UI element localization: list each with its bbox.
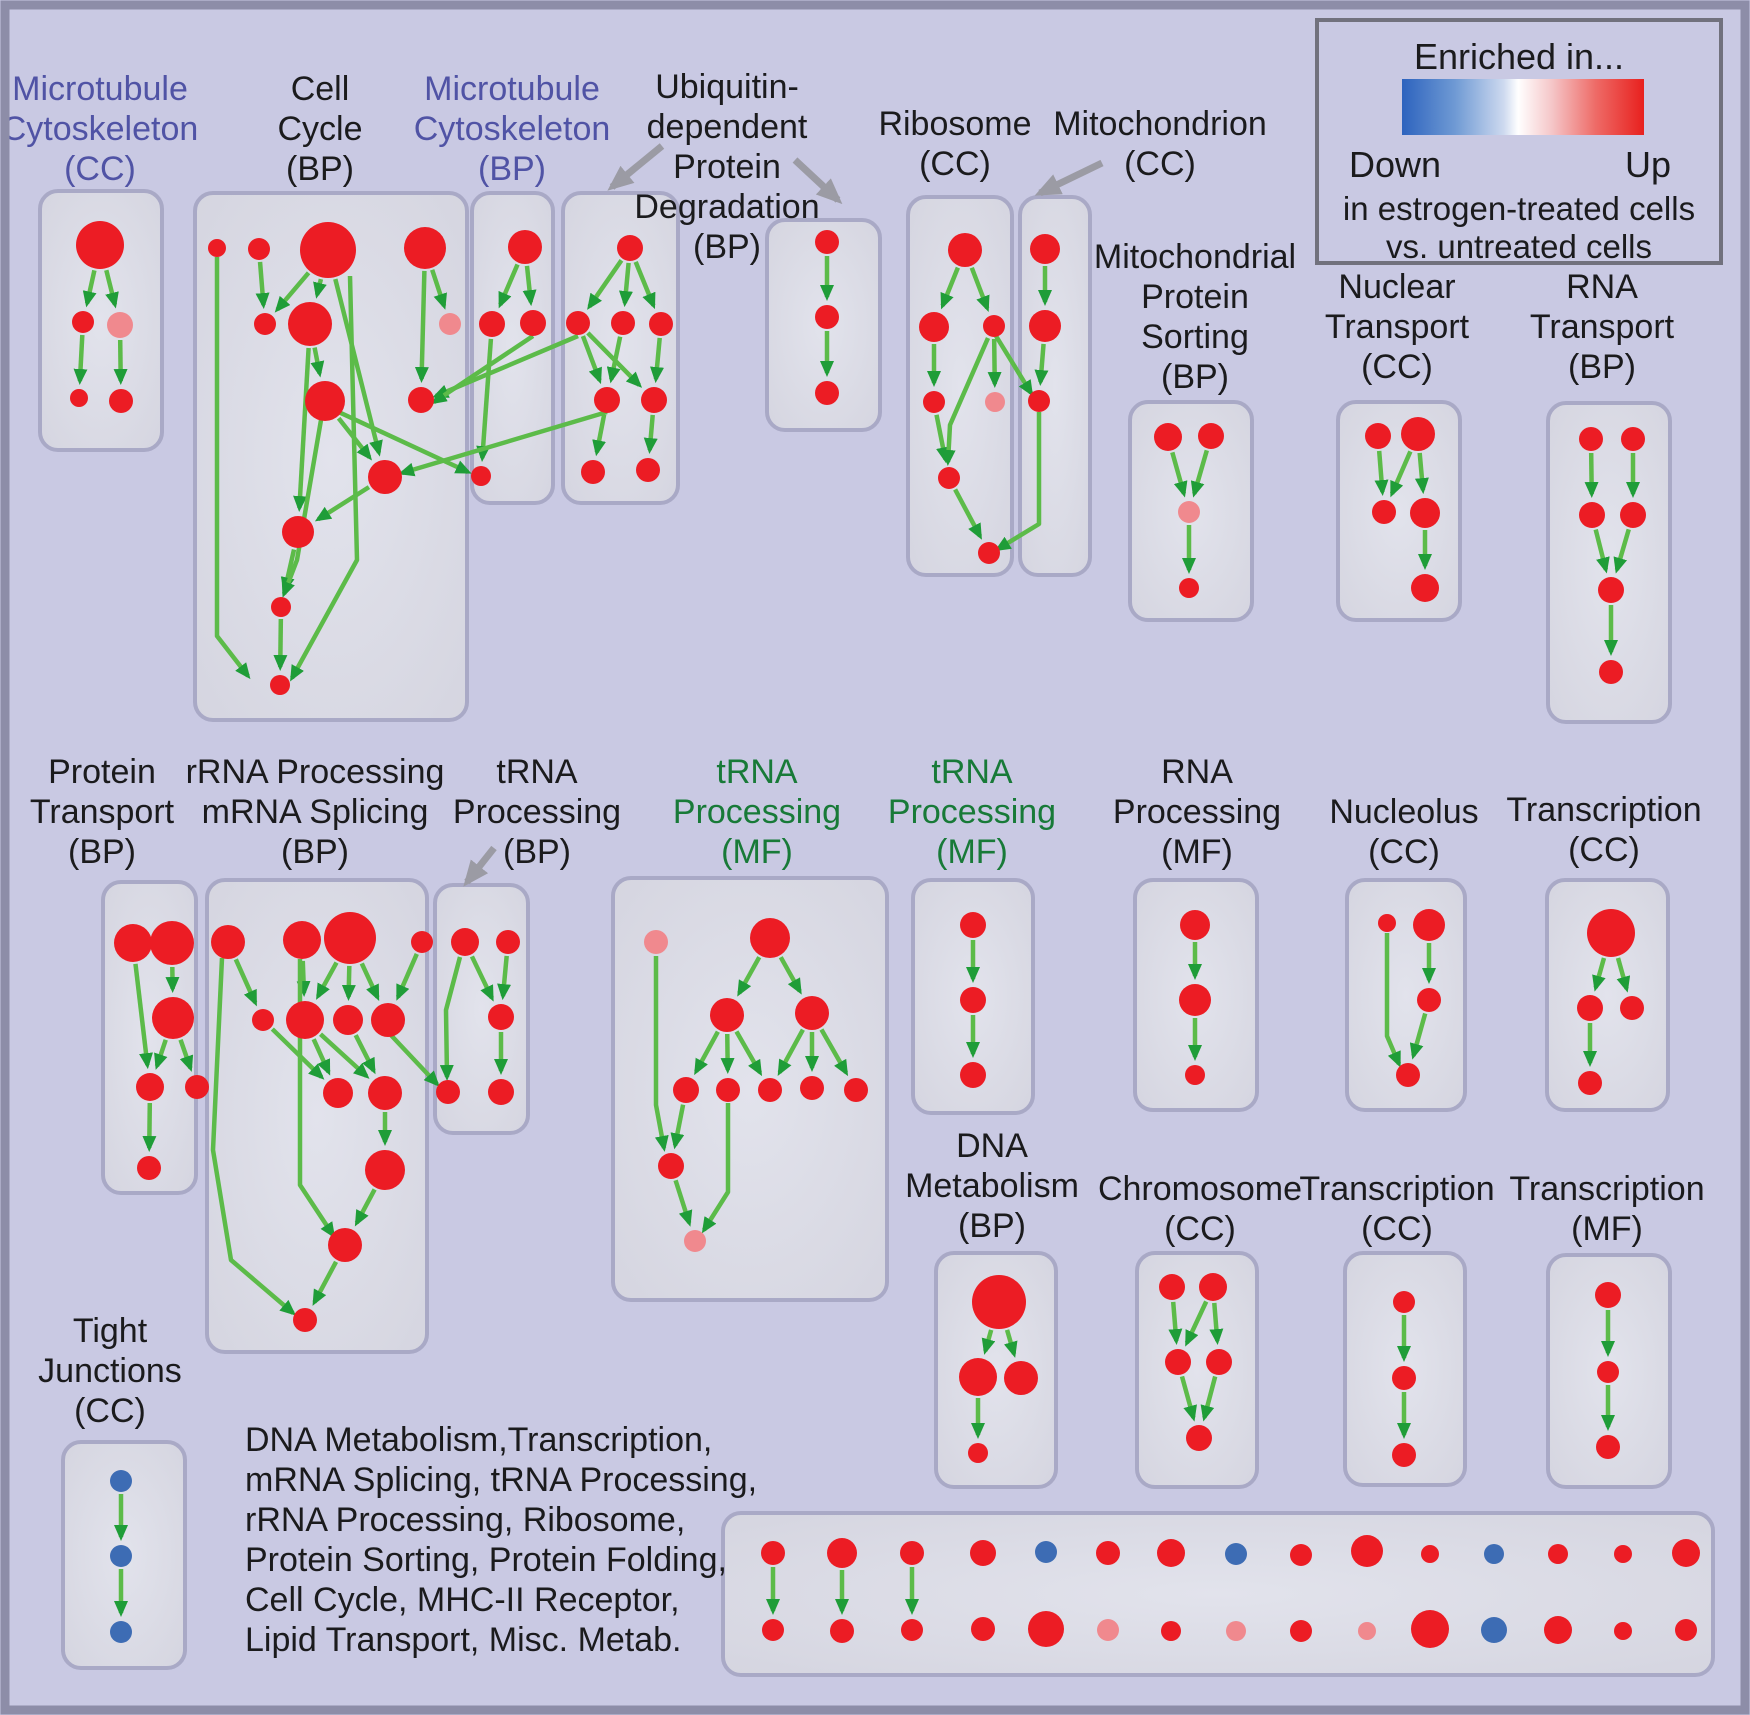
rna-transport-bp-node: [1579, 427, 1603, 451]
rrna-processing-mrna-splicing-bp-node: [283, 921, 321, 959]
mitochondrial-protein-sorting-bp-label: Sorting: [1141, 318, 1249, 356]
trna-processing-bp-label: (BP): [503, 833, 571, 871]
miscellaneous-terms-box-node: [827, 1538, 857, 1568]
category-note: [245, 1420, 757, 1660]
miscellaneous-terms-box-node: [1548, 1544, 1568, 1564]
edge-arrow: [422, 271, 425, 379]
nuclear-transport-cc-label: Nuclear: [1338, 268, 1456, 306]
ubiquitin-dependent-protein-degradation-bp-node: [566, 311, 590, 335]
cell-cycle-bp-node: [248, 238, 270, 260]
mitochondrion-cc-label: (CC): [1124, 145, 1196, 183]
ribosome-cc-node: [938, 467, 960, 489]
miscellaneous-terms-box-node: [1421, 1545, 1439, 1563]
transcription-mf-node: [1595, 1282, 1621, 1308]
transcription-mf-label: (MF): [1571, 1210, 1643, 1248]
edge-arrow: [80, 335, 82, 381]
rna-transport-bp-label: RNA: [1566, 268, 1638, 306]
rrna-processing-mrna-splicing-bp-node: [368, 1076, 402, 1110]
trna-processing-mf-node: [644, 930, 668, 954]
edge-arrow: [650, 415, 653, 450]
ubiquitin-dependent-protein-degradation-bp-label: dependent: [646, 108, 808, 146]
trna-processing-mf-2-label: (MF): [936, 833, 1008, 871]
cell-cycle-bp-node: [282, 516, 314, 548]
chromosome-cc-node: [1165, 1349, 1191, 1375]
rna-transport-bp-node: [1599, 660, 1623, 684]
ribosome-cc-node: [985, 392, 1005, 412]
label-pointer-arrow: [467, 848, 494, 882]
tight-junctions-cc-label: Tight: [72, 1312, 148, 1350]
edge-arrow: [280, 619, 281, 667]
edge-arrow: [149, 1103, 150, 1148]
transcription-cc-2-label: Transcription: [1299, 1170, 1495, 1208]
cell-cycle-bp-node: [439, 313, 461, 335]
tight-junctions-cc-node: [110, 1470, 132, 1492]
ubiquitin-degradation-second-box-node: [815, 230, 839, 254]
miscellaneous-terms-box-node: [1675, 1619, 1697, 1641]
rrna-processing-mrna-splicing-bp-node: [333, 1005, 363, 1035]
legend-title: Enriched in...: [1413, 36, 1625, 77]
trna-processing-mf-node: [800, 1076, 824, 1100]
rrna-processing-mrna-splicing-bp-node: [323, 1078, 353, 1108]
mitochondrion-cc-label: Mitochondrion: [1053, 105, 1267, 143]
cell-cycle-bp-node: [300, 222, 356, 278]
ubiquitin-dependent-protein-degradation-bp-node: [581, 460, 605, 484]
dna-metabolism-bp-node: [959, 1358, 997, 1396]
trna-processing-mf-node: [716, 1078, 740, 1102]
trna-processing-bp-label: Processing: [452, 793, 622, 831]
chromosome-cc-node: [1186, 1425, 1212, 1451]
mitochondrial-protein-sorting-bp-label: Mitochondrial: [1093, 238, 1297, 276]
trna-processing-mf-2-label: Processing: [887, 793, 1057, 831]
trna-processing-mf-2-node: [960, 987, 986, 1013]
transcription-cc-label: (CC): [1568, 831, 1640, 869]
trna-processing-mf-label: Processing: [672, 793, 842, 831]
miscellaneous-terms-box-node: [762, 1619, 784, 1641]
chromosome-cc-box: [1137, 1253, 1257, 1487]
ubiquitin-dependent-protein-degradation-bp-label: Ubiquitin-: [655, 68, 799, 106]
trna-processing-mf-node: [710, 998, 744, 1032]
miscellaneous-terms-box-node: [1290, 1620, 1312, 1642]
miscellaneous-terms-box-node: [971, 1617, 995, 1641]
microtubule-cytoskeleton-bp-node: [471, 466, 491, 486]
microtubule-cytoskeleton-cc-node: [72, 311, 94, 333]
protein-transport-bp-node: [152, 997, 194, 1039]
microtubule-cytoskeleton-cc-label: Microtubule: [12, 70, 188, 108]
miscellaneous-terms-box-node: [1226, 1621, 1246, 1641]
miscellaneous-terms-box-node: [1614, 1622, 1632, 1640]
miscellaneous-terms-box-node: [1481, 1617, 1507, 1643]
ribosome-cc-node: [923, 391, 945, 413]
miscellaneous-terms-box-node: [901, 1619, 923, 1641]
nuclear-transport-cc-label: Transport: [1324, 308, 1470, 346]
rrna-processing-mrna-splicing-bp-node: [286, 1001, 324, 1039]
nuclear-transport-cc-node: [1365, 423, 1391, 449]
mitochondrial-protein-sorting-bp-node: [1178, 501, 1200, 523]
transcription-cc-node: [1620, 996, 1644, 1020]
mitochondrion-cc-node: [1029, 310, 1061, 342]
miscellaneous-terms-box-node: [970, 1540, 996, 1566]
ubiquitin-dependent-protein-degradation-bp-node: [594, 387, 620, 413]
miscellaneous-terms-box-node: [1614, 1545, 1632, 1563]
protein-transport-bp-label: Protein: [48, 753, 156, 791]
miscellaneous-terms-box-node: [1035, 1541, 1057, 1563]
ribosome-cc-node: [948, 233, 982, 267]
cell-cycle-bp-label: (BP): [286, 150, 354, 188]
tight-junctions-cc-label: Junctions: [38, 1352, 182, 1390]
cell-cycle-bp-label: Cell: [290, 70, 350, 108]
mitochondrial-protein-sorting-bp-label: (BP): [1161, 358, 1229, 396]
nucleolus-cc-node: [1413, 909, 1445, 941]
miscellaneous-terms-box-node: [1290, 1544, 1312, 1566]
mitochondrion-cc-node: [1030, 234, 1060, 264]
trna-processing-bp-node: [488, 1004, 514, 1030]
nucleolus-cc-label: (CC): [1368, 833, 1440, 871]
miscellaneous-terms-box-node: [1161, 1621, 1181, 1641]
miscellaneous-terms-box-node: [1672, 1539, 1700, 1567]
ubiquitin-degradation-second-box-node: [815, 305, 839, 329]
protein-transport-bp-node: [150, 921, 194, 965]
rna-transport-bp-node: [1621, 427, 1645, 451]
legend-gradient-bar: [1402, 79, 1644, 135]
trna-processing-mf-node: [673, 1077, 699, 1103]
mitochondrial-protein-sorting-bp-node: [1154, 423, 1182, 451]
rrna-processing-mrna-splicing-bp-node: [252, 1009, 274, 1031]
cell-cycle-bp-node: [271, 597, 291, 617]
dna-metabolism-bp-node: [972, 1275, 1026, 1329]
rna-transport-bp-node: [1620, 502, 1646, 528]
rna-processing-mf-label: (MF): [1161, 833, 1233, 871]
microtubule-cytoskeleton-cc-node: [70, 389, 88, 407]
microtubule-cytoskeleton-cc-node: [76, 221, 124, 269]
rrna-processing-mrna-splicing-bp-node: [211, 925, 245, 959]
miscellaneous-terms-box-node: [900, 1541, 924, 1565]
dna-metabolism-bp-label: Metabolism: [905, 1167, 1079, 1205]
dna-metabolism-bp-label: DNA: [956, 1127, 1028, 1165]
protein-transport-bp-node: [136, 1073, 164, 1101]
rrna-processing-mrna-splicing-bp-label: mRNA Splicing: [201, 793, 429, 831]
microtubule-cytoskeleton-cc-label: (CC): [64, 150, 136, 188]
microtubule-cytoskeleton-bp-node: [520, 310, 546, 336]
rrna-processing-mrna-splicing-bp-label: (BP): [281, 833, 349, 871]
trna-processing-bp-node: [451, 928, 479, 956]
note-line: rRNA Processing, Ribosome,: [245, 1501, 686, 1539]
transcription-cc-2-node: [1393, 1291, 1415, 1313]
note-line: mRNA Splicing, tRNA Processing,: [245, 1461, 758, 1499]
edge-arrow: [120, 340, 121, 381]
rna-processing-mf-label: RNA: [1161, 753, 1233, 791]
ribosome-cc-node: [978, 542, 1000, 564]
rna-transport-bp-label: Transport: [1529, 308, 1675, 346]
nuclear-transport-cc-box: [1338, 402, 1460, 620]
rrna-processing-mrna-splicing-bp-node: [371, 1003, 405, 1037]
trna-processing-bp-node: [488, 1079, 514, 1105]
tight-junctions-cc-node: [110, 1621, 132, 1643]
cell-cycle-bp-node: [408, 387, 434, 413]
miscellaneous-terms-box-node: [1096, 1541, 1120, 1565]
cell-cycle-bp-node: [270, 675, 290, 695]
trna-processing-bp-node: [436, 1080, 460, 1104]
trna-processing-bp-node: [496, 930, 520, 954]
transcription-cc-label: Transcription: [1506, 791, 1702, 829]
edge-arrow: [1591, 453, 1592, 494]
chromosome-cc-node: [1159, 1274, 1185, 1300]
dna-metabolism-bp-node: [968, 1443, 988, 1463]
microtubule-cytoskeleton-bp-label: Cytoskeleton: [413, 110, 611, 148]
ubiquitin-dependent-protein-degradation-bp-label: Protein: [673, 148, 781, 186]
microtubule-cytoskeleton-cc-node: [109, 389, 133, 413]
protein-transport-bp-label: Transport: [29, 793, 175, 831]
ubiquitin-dependent-protein-degradation-bp-label: (BP): [693, 228, 761, 266]
legend-down-label: Down: [1349, 144, 1442, 185]
trna-processing-mf-label: (MF): [721, 833, 793, 871]
rna-transport-bp-node: [1598, 577, 1624, 603]
nucleolus-cc-node: [1396, 1063, 1420, 1087]
ubiquitin-dependent-protein-degradation-bp-node: [617, 235, 643, 261]
chromosome-cc-node: [1206, 1349, 1232, 1375]
cell-cycle-bp-label: Cycle: [277, 110, 363, 148]
tight-junctions-cc-label: (CC): [74, 1392, 146, 1430]
microtubule-cytoskeleton-bp-label: Microtubule: [424, 70, 600, 108]
miscellaneous-terms-box-node: [761, 1541, 785, 1565]
edge-arrow: [1214, 1303, 1217, 1341]
transcription-cc-node: [1578, 1071, 1602, 1095]
ubiquitin-dependent-protein-degradation-bp-node: [641, 387, 667, 413]
dna-metabolism-bp-label: (BP): [958, 1207, 1026, 1245]
rna-transport-bp-node: [1579, 502, 1605, 528]
ubiquitin-dependent-protein-degradation-bp-label: Degradation: [634, 188, 820, 226]
chromosome-cc-label: Chromosome: [1097, 1170, 1303, 1208]
ubiquitin-dependent-protein-degradation-bp-node: [649, 312, 673, 336]
edge-arrow: [303, 961, 304, 993]
miscellaneous-terms-box-node: [1484, 1544, 1504, 1564]
ubiquitin-dependent-protein-degradation-bp-node: [611, 311, 635, 335]
nucleolus-cc-node: [1417, 988, 1441, 1012]
trna-processing-mf-2-node: [960, 912, 986, 938]
microtubule-cytoskeleton-bp-node: [508, 230, 542, 264]
mitochondrial-protein-sorting-bp-node: [1198, 423, 1224, 449]
cell-cycle-bp-node: [404, 227, 446, 269]
nucleolus-cc-label: Nucleolus: [1329, 793, 1479, 831]
label-pointer-arrow: [612, 146, 662, 187]
rna-processing-mf-node: [1185, 1065, 1205, 1085]
dna-metabolism-bp-node: [1004, 1361, 1038, 1395]
rrna-processing-mrna-splicing-bp-node: [365, 1150, 405, 1190]
trna-processing-mf-node: [684, 1230, 706, 1252]
miscellaneous-terms-box-node: [1157, 1539, 1185, 1567]
legend-box: [1315, 18, 1723, 265]
edge-arrow: [994, 339, 995, 384]
legend-up-label: Up: [1624, 144, 1671, 185]
cell-cycle-bp-node: [288, 302, 332, 346]
legend-subtitle-1: in estrogen-treated cells: [1342, 190, 1696, 227]
transcription-cc-node: [1577, 995, 1603, 1021]
edge-arrow: [1041, 344, 1044, 382]
trna-processing-mf-node: [758, 1078, 782, 1102]
nucleolus-cc-node: [1378, 914, 1396, 932]
transcription-cc-2-label: (CC): [1361, 1210, 1433, 1248]
transcription-mf-node: [1596, 1435, 1620, 1459]
miscellaneous-terms-box-node: [1097, 1619, 1119, 1641]
chromosome-cc-label: (CC): [1164, 1210, 1236, 1248]
trna-processing-mf-node: [750, 918, 790, 958]
trna-processing-mf-node: [795, 996, 829, 1030]
miscellaneous-terms-box-node: [1411, 1610, 1449, 1648]
miscellaneous-terms-box-node: [1544, 1616, 1572, 1644]
label-pointer-arrow: [1040, 163, 1102, 193]
edge-arrow: [349, 966, 350, 997]
cell-cycle-bp-node: [254, 313, 276, 335]
cell-cycle-bp-node: [368, 460, 402, 494]
protein-transport-bp-node: [185, 1075, 209, 1099]
transcription-mf-node: [1597, 1361, 1619, 1383]
miscellaneous-terms-box-node: [830, 1619, 854, 1643]
mitochondrion-cc-node: [1028, 390, 1050, 412]
ubiquitin-degradation-second-box-node: [815, 381, 839, 405]
legend-subtitle-2: vs. untreated cells: [1386, 228, 1652, 265]
note-line: Protein Sorting, Protein Folding,: [245, 1541, 727, 1579]
miscellaneous-terms-box-node: [1225, 1543, 1247, 1565]
rrna-processing-mrna-splicing-bp-node: [411, 931, 433, 953]
ribosome-cc-label: (CC): [919, 145, 991, 183]
microtubule-cytoskeleton-bp-node: [479, 311, 505, 337]
ribosome-cc-label: Ribosome: [878, 105, 1032, 143]
ribosome-cc-node: [919, 312, 949, 342]
nuclear-transport-cc-node: [1410, 498, 1440, 528]
miscellaneous-terms-box-node: [1028, 1611, 1064, 1647]
protein-transport-bp-node: [114, 924, 152, 962]
nuclear-transport-cc-node: [1372, 500, 1396, 524]
chromosome-cc-node: [1199, 1273, 1227, 1301]
protein-transport-bp-node: [137, 1156, 161, 1180]
nuclear-transport-cc-node: [1401, 417, 1435, 451]
rna-processing-mf-node: [1180, 910, 1210, 940]
tight-junctions-cc-node: [110, 1545, 132, 1567]
mitochondrial-protein-sorting-bp-label: Protein: [1141, 278, 1249, 316]
rna-processing-mf-label: Processing: [1112, 793, 1282, 831]
trna-processing-bp-label: tRNA: [496, 753, 578, 791]
trna-processing-mf-node: [844, 1078, 868, 1102]
rna-processing-mf-node: [1179, 984, 1211, 1016]
nuclear-transport-cc-node: [1411, 574, 1439, 602]
cell-cycle-bp-node: [305, 381, 345, 421]
protein-transport-bp-label: (BP): [68, 833, 136, 871]
trna-processing-mf-2-node: [960, 1062, 986, 1088]
miscellaneous-terms-box-node: [1351, 1535, 1383, 1567]
transcription-cc-2-node: [1392, 1366, 1416, 1390]
note-line: Lipid Transport, Misc. Metab.: [245, 1621, 682, 1659]
rrna-processing-mrna-splicing-bp-label: rRNA Processing: [185, 753, 445, 791]
note-line: Cell Cycle, MHC-II Receptor,: [245, 1581, 680, 1619]
edge-arrow: [1173, 1302, 1176, 1341]
note-line: DNA Metabolism,Transcription,: [245, 1421, 713, 1459]
microtubule-cytoskeleton-cc-label: Cytoskeleton: [1, 110, 199, 148]
microtubule-cytoskeleton-cc-node: [107, 312, 133, 338]
trna-processing-mf-node: [658, 1153, 684, 1179]
nuclear-transport-cc-label: (CC): [1361, 348, 1433, 386]
miscellaneous-terms-box-node: [1358, 1622, 1376, 1640]
transcription-mf-label: Transcription: [1509, 1170, 1705, 1208]
rna-transport-bp-label: (BP): [1568, 348, 1636, 386]
transcription-cc-node: [1587, 909, 1635, 957]
trna-processing-mf-label: tRNA: [716, 753, 798, 791]
ubiquitin-dependent-protein-degradation-bp-node: [636, 458, 660, 482]
transcription-cc-2-node: [1392, 1443, 1416, 1467]
ribosome-cc-node: [983, 315, 1005, 337]
rrna-processing-mrna-splicing-bp-node: [328, 1228, 362, 1262]
microtubule-cytoskeleton-bp-label: (BP): [478, 150, 546, 188]
trna-processing-mf-2-label: tRNA: [931, 753, 1013, 791]
cell-cycle-bp-node: [208, 239, 226, 257]
miscellaneous-terms-box-box: [723, 1513, 1713, 1675]
mitochondrial-protein-sorting-bp-node: [1179, 578, 1199, 598]
rrna-processing-mrna-splicing-bp-node: [293, 1308, 317, 1332]
rrna-processing-mrna-splicing-bp-node: [324, 912, 376, 964]
